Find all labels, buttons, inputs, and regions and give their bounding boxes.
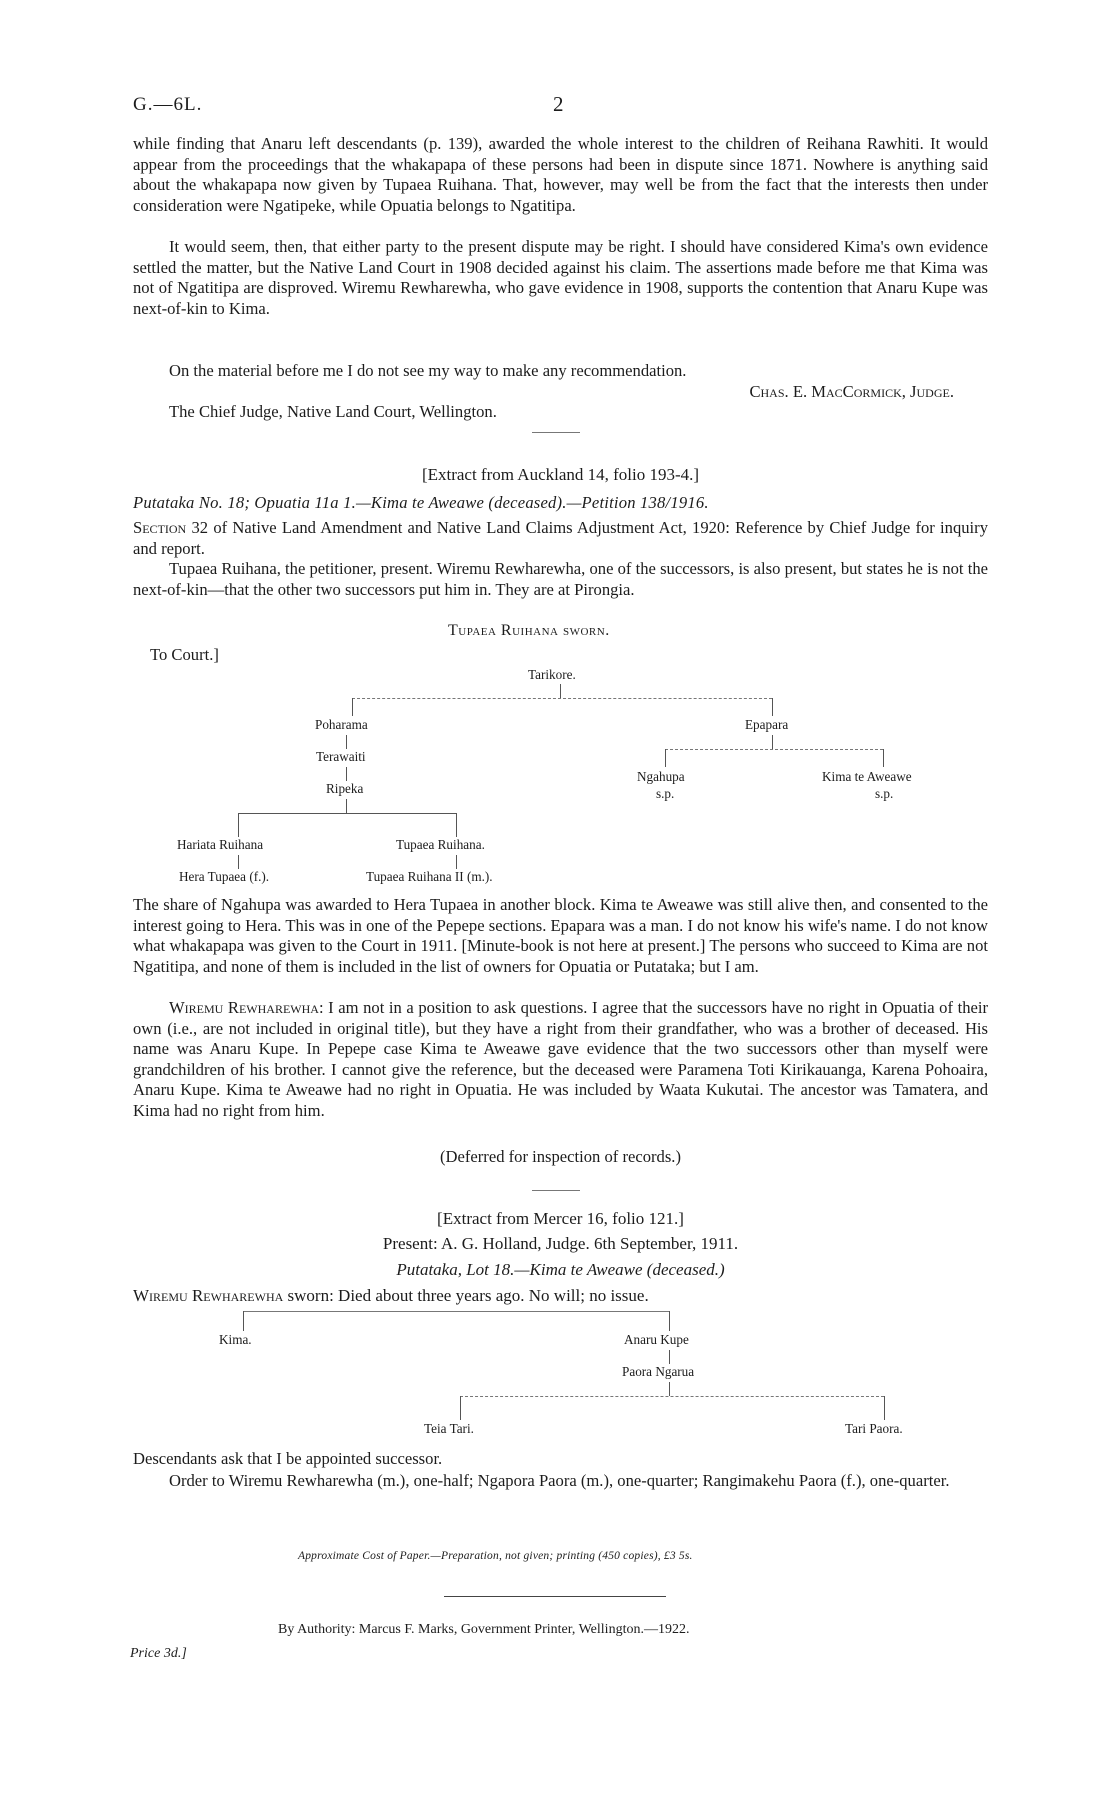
petitioner-paragraph: Tupaea Ruihana, the petitioner, present. Wiremu Rewharewha, one of the successors, is also present, but states he is not the next-of-kin—that the other two successors put him in. They are at Pirongia. bbox=[133, 559, 988, 599]
tree1-tupaea-ii: Tupaea Ruihana II (m.). bbox=[366, 869, 493, 884]
tree1-hera: Hera Tupaea (f.). bbox=[179, 869, 270, 884]
deferred-note: (Deferred for inspection of records.) bbox=[440, 1147, 681, 1166]
section-label: Section bbox=[133, 518, 187, 537]
witness-name-2: Wiremu Rewharewha bbox=[133, 1286, 284, 1305]
extract-heading-1: [Extract from Auckland 14, folio 193-4.] bbox=[421, 465, 700, 484]
tree1-ngahupa-sp: s.p. bbox=[656, 786, 675, 801]
tree1-ngahupa: Ngahupa bbox=[637, 769, 685, 784]
section-reference bbox=[133, 518, 988, 559]
section-text: 32 of Native Land Amendment and Native Land Claims Adjustment Act, 1920: Reference by Chief Judge for inquiry and report. bbox=[133, 518, 988, 558]
tree2-anaru: Anaru Kupe bbox=[624, 1332, 689, 1347]
price-note: Price 3d.] bbox=[130, 1646, 187, 1661]
sworn-statement: sworn: Died about three years ago. No will; no issue. bbox=[283, 1286, 649, 1305]
tree1-poharama: Poharama bbox=[315, 717, 368, 732]
closing-paragraph-2: Order to Wiremu Rewharewha (m.), one-half; Ngapora Paora (m.), one-quarter; Rangimakehu Paora (f.), one-quarter. bbox=[169, 1471, 950, 1490]
tree2-paora: Paora Ngarua bbox=[622, 1364, 695, 1379]
present-line: Present: A. G. Holland, Judge. 6th September, 1911. bbox=[382, 1234, 739, 1253]
tree1-terawaiti: Terawaiti bbox=[316, 749, 366, 764]
cost-note: Approximate Cost of Paper.—Preparation, not given; printing (450 copies), £3 5s. bbox=[298, 1550, 693, 1562]
witness-statement: : I am not in a position to ask questions. I agree that the successors have no right in Opuatia of their own (i.e., are not included in original title), but they have a right from their grandfather, who was a brother of deceased. His name was Anaru Kupe. In Pepepe case Kima te Aweawe gave evidence that the two successors other than myself were grandchildren of his brother. I cannot give the reference, but the deceased were Paramena Toti Kirikauanga, Karena Pohoaira, Anaru Kupe. Kima te Aweawe had no right in Opuatia. He was included by Waata Kukutai. The ancestor was Tamatera, and Kima had no right from him. bbox=[133, 998, 988, 1120]
tree1-epapara: Epapara bbox=[745, 717, 789, 732]
tree2-teia: Teia Tari. bbox=[424, 1421, 474, 1436]
judge-signature: Chas. E. MacCormick, Judge. bbox=[749, 382, 954, 401]
intro-paragraph-3: On the material before me I do not see my way to make any recommendation. bbox=[169, 361, 687, 380]
tree1-kima-sp: s.p. bbox=[875, 786, 894, 801]
intro-paragraph-1: while finding that Anaru left descendants (p. 139), awarded the whole interest to the children of Reihana Rawhiti. It would appear from the proceedings that the whakapapa of these persons had been in dispute since 1871. Nowhere is anything said about the whakapapa now given by Tupaea Ruihana. That, however, may well be from the fact that the interests then under consideration were Ngatipeke, while Opuatia belongs to Ngatitipa. bbox=[133, 134, 988, 215]
section-divider bbox=[532, 1190, 580, 1191]
footer-rule bbox=[444, 1596, 666, 1597]
intro-paragraph-2: It would seem, then, that either party to the present dispute may be right. I should have considered Kima's own evidence settled the matter, but the Native Land Court in 1908 decided against his claim. The assertions made before me that Kima was not of Ngatitipa are disproved. Wiremu Rewharewha, who gave evidence in 1908, supports the contention that Anaru Kupe was next-of-kin to Kima. bbox=[133, 237, 988, 318]
witness-name: Wiremu Rewharewha bbox=[169, 998, 319, 1017]
extract-subheading-2: Putataka, Lot 18.—Kima te Aweawe (deceased.) bbox=[396, 1260, 725, 1279]
evidence-paragraph-2 bbox=[133, 998, 988, 1122]
extract-heading-2: [Extract from Mercer 16, folio 121.] bbox=[437, 1209, 684, 1228]
closing-paragraph-1: Descendants ask that I be appointed successor. bbox=[133, 1449, 443, 1468]
page-number: 2 bbox=[553, 92, 564, 116]
addressee: The Chief Judge, Native Land Court, Wellington. bbox=[169, 402, 497, 421]
authority-line: By Authority: Marcus F. Marks, Government Printer, Wellington.—1922. bbox=[278, 1622, 690, 1637]
document-reference: G.—6L. bbox=[133, 94, 203, 115]
tree1-tupaea: Tupaea Ruihana. bbox=[396, 837, 485, 852]
tree2-kima: Kima. bbox=[219, 1332, 252, 1347]
tree1-ripeka: Ripeka bbox=[326, 781, 364, 796]
tree2-tari: Tari Paora. bbox=[845, 1421, 903, 1436]
evidence-paragraph-1: The share of Ngahupa was awarded to Hera Tupaea in another block. Kima te Aweawe was still alive then, and consented to the interest going to Hera. This was in one of the Pepepe sections. Epapara was a man. I do not know his wife's name. I do not know what whakapapa was given to the Court in 1911. [Minute-book is not here at present.] The persons who succeed to Kima are not Ngatitipa, and none of them is included in the list of owners for Opuatia or Putataka; but I am. bbox=[133, 895, 988, 976]
extract-subheading-1: Putataka No. 18; Opuatia 11a 1.—Kima te Aweawe (deceased).—Petition 138/1916. bbox=[133, 493, 709, 512]
tree1-root: Tarikore. bbox=[528, 667, 576, 682]
tree1-hariata: Hariata Ruihana bbox=[177, 837, 264, 852]
section-divider bbox=[532, 432, 580, 433]
sworn-heading-1: Tupaea Ruihana sworn. bbox=[448, 622, 610, 639]
sworn-line-2 bbox=[133, 1286, 649, 1306]
to-court-note: To Court.] bbox=[150, 645, 219, 664]
tree1-kima: Kima te Aweawe bbox=[822, 769, 912, 784]
